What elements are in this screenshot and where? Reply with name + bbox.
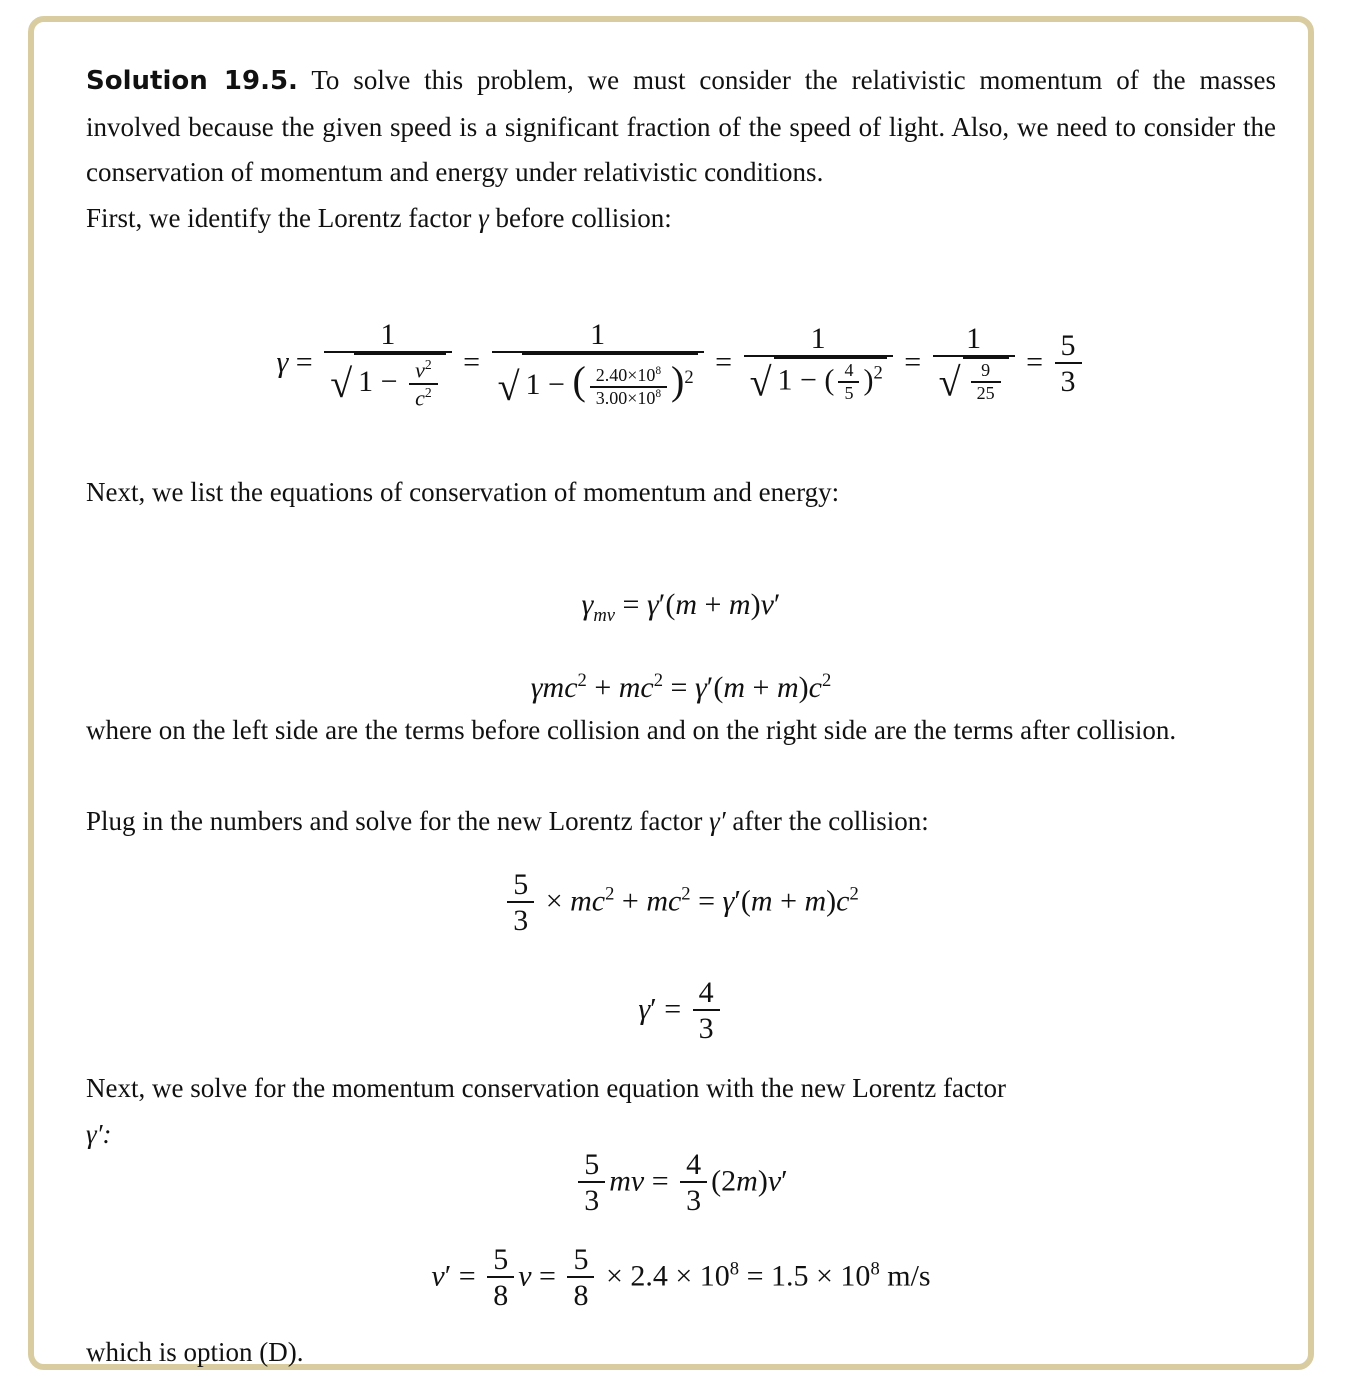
energy-substituted-equation: $\frac{5}{3}$ × $mc^2 + mc^2 = \gamma'(m + m)c^2$ <box>86 868 1276 939</box>
frac-2: 1 √ 1 − ( $\frac{2.40\times 10^8}{3.00\times 10^8}$ )$^2$ <box>492 318 704 411</box>
conservation-intro: Next, we list the equations of conservation of momentum and energy: <box>86 477 840 507</box>
velocity-result-equation: v′ = $\frac{5}{8}$ v = $\frac{5}{8}$ × $2.4 \times 10^8 = 1.5 \times 10^8$ m/s <box>431 1243 931 1312</box>
energy-equation: $\gamma mc^2 + mc^2 = \gamma'(m + m)c^2$ <box>530 670 832 704</box>
momentum-substituted-equation: $\frac{5}{3}$ mv = $\frac{4}{3}$ (2m)v′ <box>86 1148 1276 1219</box>
intro-text: To solve this problem, we must consider the relativistic momentum of the masses involved because the given speed is a significant fraction of the speed of light. Also, we need to consider the conservation of momentum and energy under relativistic conditions. <box>86 65 1277 187</box>
solution-heading: Solution 19.5. <box>86 66 298 96</box>
momentum-solve-paragraph: Next, we solve for the momentum conservation equation with the new Lorentz factor γ′: <box>86 1073 1006 1149</box>
answer-paragraph: which is option (D). <box>86 1337 304 1367</box>
solution-content <box>86 58 1277 1367</box>
plug-in-paragraph: Plug in the numbers and solve for the new Lorentz factor γ′ after the collision: <box>86 806 929 836</box>
frac-5: $\frac{5}{3}$ <box>1055 329 1082 400</box>
frac-1: 1 √ 1 − $\frac{v^2}{c^2}$ <box>324 318 451 411</box>
lorentz-intro: First, we identify the Lorentz factor γ before collision: <box>86 202 672 233</box>
solution-box <box>28 16 1314 1370</box>
momentum-equation: $\gamma_{mv} = \gamma'(m + m)v'$ <box>581 588 781 626</box>
intro-paragraph <box>86 58 1276 196</box>
lorentz-factor-equation: γ = 1 √ 1 − $\frac{v^2}{c^2}$ = 1 √ 1 − ( $\frac{2.40\times 10^8}{3.00\times 10^8}$ )$^2$ = 1 √ 1 − ( $\frac{4}{5}$ )$^2$ = 1 √ $\frac{9}{25}$ = $\frac{5}{3}$ <box>86 318 1276 411</box>
frac-4: 1 √ $\frac{9}{25}$ <box>933 322 1015 407</box>
gamma-prime-symbol: γ′ <box>709 806 726 836</box>
gamma-prime-result: γ′ = $\frac{4}{3}$ <box>86 976 1276 1047</box>
gamma-symbol: γ <box>478 202 489 233</box>
terms-paragraph: where on the left side are the terms before collision and on the right side are the terms after collision. <box>86 715 1177 745</box>
frac-3: 1 √ 1 − ( $\frac{4}{5}$ )$^2$ <box>744 322 893 407</box>
